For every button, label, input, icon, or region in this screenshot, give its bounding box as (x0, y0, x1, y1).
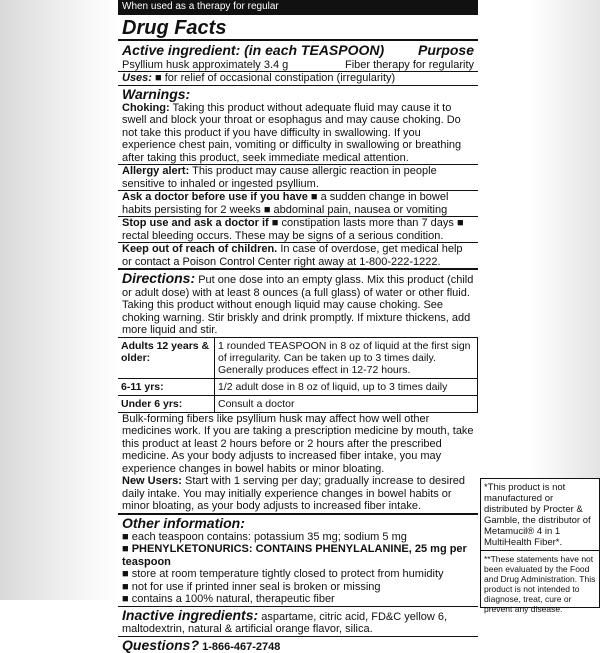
active-ingredient-row (118, 59, 478, 72)
keep-out-label: Keep out of reach of children. (122, 243, 277, 255)
questions-phone: 1-866-467-2748 (202, 641, 280, 653)
stop-use (118, 217, 478, 242)
dose-amount: Consult a doctor (215, 395, 478, 412)
new-users-text: Start with 1 serving per day; gradually increase to desired daily intake. You may initially experience changes in bowel habits or minor bloating, as your body adjusts to increased fiber intake. (122, 475, 465, 512)
inactive-text: aspartame, citric acid, FD&C yellow 6, maltodextrin, natural & artificial orange flavor, silica. (122, 611, 447, 636)
uses-section: Uses: ■ for relief of occasional constipation (irregularity) (118, 72, 478, 85)
new-users-label: New Users: (122, 475, 182, 487)
list-item: ■ each teaspoon contains: potassium 35 mg; sodium 5 mg (118, 531, 478, 544)
keep-out-text: In case of overdose, get medical help or contact a Poison Control Center right away at 1-800-222-1222. (122, 243, 463, 268)
inactive-ingredients (118, 607, 478, 636)
top-banner: When used as a therapy for regular (118, 0, 478, 15)
questions-label: Questions? (122, 637, 199, 653)
dose-amount: 1/2 adult dose in 8 oz of liquid, up to 3 times daily (215, 378, 478, 395)
package-left-edge (0, 0, 120, 600)
drug-facts-title: Drug Facts (118, 15, 478, 39)
list-item: ■ PHENYLKETONURICS: CONTAINS PHENYLALANINE, 25 mg per teaspoon (118, 543, 478, 568)
choking-warning (118, 102, 478, 165)
inactive-label: Inactive ingredients: (122, 607, 258, 623)
table-row (118, 378, 478, 395)
other-information (118, 515, 478, 653)
ask-doctor-text: ■ a sudden change in bowel habits persisting for 2 weeks ■ abdominal pain, nausea or vomiting (122, 191, 448, 216)
allergy-alert (118, 165, 478, 190)
dose-who: 6-11 yrs: (118, 378, 215, 395)
questions (118, 637, 478, 653)
choking-label: Choking: (122, 102, 170, 114)
choking-text: Taking this product without adequate fluid may cause it to swell and block your throat or esophagus and may cause choking. Do not take this product if you have difficulty in swallowing. If you experience chest pain, vomiting or difficulty in swallowing or breathing after taking this product, seek immediate medical attention. (122, 102, 461, 164)
bulk-fiber-note: Bulk-forming fibers like psyllium husk may affect how well other medicines work. If you are taking a prescription medicine by mouth, take this product at least 2 hours before or 2 hours after the prescribed medicine. As your body adjusts to increased fiber intake, you may experience changes in bowel habits or minor bloating. (118, 413, 478, 476)
allergy-label: Allergy alert: (122, 165, 189, 177)
stop-use-label: Stop use and ask a doctor if (122, 217, 269, 229)
uses-text: for relief of occasional constipation (irregularity) (165, 72, 396, 84)
drug-facts-panel (118, 0, 478, 600)
fda-disclaimer: **These statements have not been evaluated by the Food and Drug Administration. This product is not intended to diagnose, treat, cure or prevent any disease. (480, 550, 600, 608)
active-ingredient-header (118, 41, 478, 59)
table-row (118, 395, 478, 412)
active-ingredient-value: Psyllium husk approximately 3.4 g (122, 59, 288, 72)
dose-who: Adults 12 years & older: (118, 337, 215, 378)
active-ingredient-label: Active ingredient: (in each TEASPOON) (122, 41, 384, 59)
purpose-label: Purpose (418, 41, 474, 59)
list-item: ■ not for use if printed inner seal is broken or missing (118, 581, 478, 594)
allergy-text: This product may cause allergic reaction in people sensitive to inhaled or ingested psyllium. (122, 165, 437, 190)
other-info-label: Other information: (118, 515, 478, 531)
dose-who: Under 6 yrs: (118, 395, 215, 412)
new-users (118, 475, 478, 513)
dosing-table (118, 337, 478, 413)
directions-label: Directions: (122, 270, 195, 286)
table-row (118, 337, 478, 378)
ask-doctor (118, 191, 478, 216)
manufacturer-note: *This product is not manufactured or distributed by Procter & Gamble, the distributor of Metamucil® 4 in 1 MultiHealth Fiber*. (480, 478, 600, 552)
keep-out (118, 243, 478, 268)
directions (118, 270, 478, 337)
list-item: ■ contains a 100% natural, therapeutic fiber (118, 593, 478, 606)
dose-amount: 1 rounded TEASPOON in 8 oz of liquid at the first sign of irregularity. Can be taken up to 3 times daily. Generally produces effect in 12-72 hours. (215, 337, 478, 378)
ask-doctor-label: Ask a doctor before use if you have (122, 191, 308, 203)
warnings-label: Warnings: (118, 86, 478, 102)
directions-text: Put one dose into an empty glass. Mix this product (child or adult dose) with at least 8 ounces (a full glass) of water or other fluid. Taking this product without enough liquid may cause choking. See choking warning. Stir briskly and drink promptly. If mixture thickens, add more liquid and stir. (122, 274, 473, 336)
uses-label: Uses: (122, 72, 152, 84)
active-purpose-value: Fiber therapy for regularity (345, 59, 474, 72)
stop-use-text: ■ constipation lasts more than 7 days ■ rectal bleeding occurs. These may be signs of a serious condition. (122, 217, 464, 242)
list-item: ■ store at room temperature tightly closed to protect from humidity (118, 568, 478, 581)
